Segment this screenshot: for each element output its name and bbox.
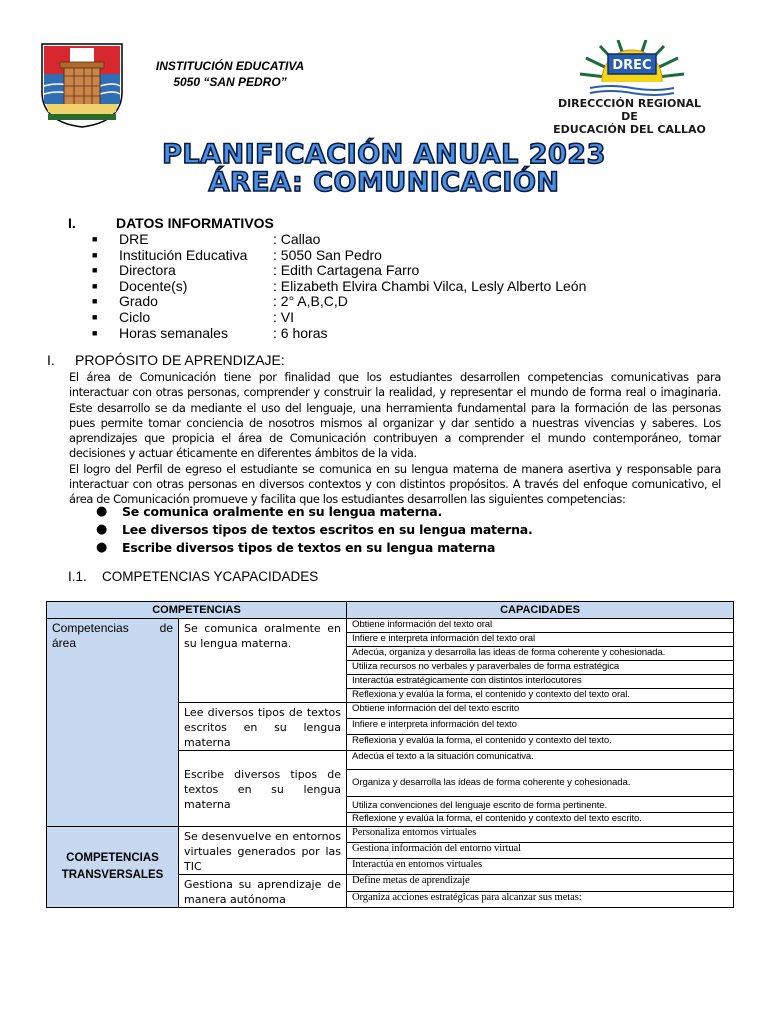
section-title: DATOS INFORMATIVOS xyxy=(116,215,274,231)
paragraph: El logro del Perfil de egreso el estudiante se comunica en su lengua materna de manera asertiva y responsable para interactuar con otras personas en diversos contextos y con distintos propósitos. A través del enfoque comunicativo, el área de Comunicación promueve y facilita que los estudiantes desarrollen las siguientes competencias: xyxy=(69,461,721,507)
section-number: I. xyxy=(68,215,76,231)
datos-value: : 5050 San Pedro xyxy=(273,246,382,263)
area-label-word: de xyxy=(159,621,173,635)
section-title: COMPETENCIAS YCAPACIDADES xyxy=(102,569,319,584)
capacity-cell: Personaliza entornos virtuales xyxy=(347,827,734,843)
capacity-cell: Organiza acciones estratégicas para alcanzar sus metas: xyxy=(347,891,734,908)
datos-label: Institución Educativa xyxy=(119,246,248,263)
capacity-cell: Infiere e interpreta información del texto xyxy=(347,719,734,735)
competencies-list xyxy=(96,503,533,557)
datos-label: Directora xyxy=(119,262,176,279)
list-item-text: Lee diversos tipos de textos escritos en su lengua materna. xyxy=(122,522,533,537)
area-competencias-cell xyxy=(47,619,179,827)
datos-value: : 2° A,B,C,D xyxy=(273,293,348,310)
document-subtitle: ÁREA: COMUNICACIÓN xyxy=(208,167,560,198)
drec-badge: DREC xyxy=(612,58,652,73)
transversal-label-line: TRANSVERSALES xyxy=(61,869,164,881)
section-competencias-heading xyxy=(68,569,318,584)
header-capacidades: CAPACIDADES xyxy=(347,602,734,619)
competency-cell: Se desenvuelve en entornos virtuales generados por las TIC xyxy=(179,827,347,875)
section-datos-heading xyxy=(68,215,274,231)
capacity-cell: Adecúa el texto a la situación comunicativa. xyxy=(347,751,734,770)
capacity-cell: Organiza y desarrolla las ideas de forma coherente y cohesionada. xyxy=(347,770,734,797)
datos-label: DRE xyxy=(119,231,149,247)
area-label-word: Competencias xyxy=(52,621,129,635)
drec-name xyxy=(552,97,707,136)
square-bullet-icon: ■ xyxy=(92,296,98,307)
bullet-icon: ● xyxy=(96,540,108,555)
capacity-cell: Define metas de aprendizaje xyxy=(347,875,734,892)
square-bullet-icon: ■ xyxy=(92,280,98,291)
area-label-word: área xyxy=(52,636,77,650)
datos-value: : Elizabeth Elvira Chambi Vilca, Lesly Alberto León xyxy=(273,277,587,294)
table-row xyxy=(47,619,734,633)
capacity-cell: Reflexione y evalúa la forma, el contenido y contexto del texto escrito. xyxy=(347,813,734,827)
datos-row xyxy=(92,326,586,342)
paragraph: El área de Comunicación tiene por finalidad que los estudiantes desarrollen competencias comunicativas para interactuar con otras personas, comprender y construir la realidad, y representar el mundo de forma real o imaginaria. Este desarrollo se da mediante el uso del lenguaje, una herramienta fundamental para la formación de las personas pues permite tomar conciencia de nosotros mismos al organizar y dar sentido a nuestras vivencias y saberes. Los aprendizajes que propicia el área de Comunicación contribuyen a comprender el mundo contemporáneo, tomar decisiones y actuar éticamente en diferentes ámbitos de la vida. xyxy=(69,370,721,461)
list-item-text: Se comunica oralmente en su lengua materna. xyxy=(122,504,443,519)
square-bullet-icon: ■ xyxy=(92,265,98,276)
document-title: PLANIFICACIÓN ANUAL 2023 xyxy=(162,139,606,170)
header-competencias: COMPETENCIAS xyxy=(47,602,347,619)
datos-value: : Edith Cartagena Farro xyxy=(273,262,420,279)
datos-label: Ciclo xyxy=(119,308,151,325)
section-proposito-heading xyxy=(47,352,285,368)
datos-row xyxy=(92,279,586,295)
datos-row xyxy=(92,310,586,326)
list-item xyxy=(96,503,533,521)
square-bullet-icon: ■ xyxy=(92,311,98,322)
school-crest-logo xyxy=(38,42,126,128)
drec-line-2: EDUCACIÓN DEL CALLAO xyxy=(553,123,706,136)
bullet-icon: ● xyxy=(96,522,108,537)
section-number: I. xyxy=(47,352,55,368)
datos-value: : VI xyxy=(273,308,295,325)
capacity-cell: Interactúa en entornos virtuales xyxy=(347,859,734,875)
capacity-cell: Obtiene información del texto oral xyxy=(347,619,734,633)
datos-row xyxy=(92,248,586,264)
datos-row xyxy=(92,294,586,310)
capacity-cell: Reflexiona y evalúa la forma, el contenido y contexto del texto oral. xyxy=(347,689,734,703)
datos-list xyxy=(92,232,586,341)
section-number: I.1. xyxy=(68,569,87,584)
capacity-cell: Gestiona información del entorno virtual xyxy=(347,843,734,859)
square-bullet-icon: ■ xyxy=(92,234,98,244)
competency-cell: Escribe diversos tipos de textos en su lengua materna xyxy=(179,751,347,827)
capacity-cell: Utiliza recursos no verbales y paraverbales de forma estratégica xyxy=(347,661,734,675)
institution-line-2: 5050 “SAN PEDRO” xyxy=(173,75,287,89)
drec-line-1: DIRECCCIÓN REGIONAL DE xyxy=(557,97,702,123)
list-item xyxy=(96,539,533,557)
datos-row xyxy=(92,263,586,279)
institution-line-1: INSTITUCIÓN EDUCATIVA xyxy=(155,59,305,73)
transversal-label-line: COMPETENCIAS xyxy=(66,852,159,864)
competency-cell: Gestiona su aprendizaje de manera autónoma xyxy=(179,875,347,908)
capacity-cell: Interactúa estratégicamente con distintos interlocutores xyxy=(347,675,734,689)
section-title: PROPÓSITO DE APRENDIZAJE: xyxy=(75,352,285,368)
capacity-cell: Reflexiona y evalúa la forma, el contenido y contexto del texto. xyxy=(347,735,734,751)
competencias-table xyxy=(46,601,734,908)
capacity-cell: Utiliza convenciones del lenguaje escrito de forma pertinente. xyxy=(347,797,734,813)
datos-value: : Callao xyxy=(273,231,321,247)
square-bullet-icon: ■ xyxy=(92,249,98,260)
competency-cell: Lee diversos tipos de textos escritos en su lengua materna xyxy=(179,703,347,751)
datos-label: Horas semanales xyxy=(119,324,228,341)
datos-value: : 6 horas xyxy=(273,324,328,341)
table-header-row xyxy=(47,602,734,619)
table-row xyxy=(47,827,734,843)
list-item xyxy=(96,521,533,539)
proposito-text xyxy=(69,370,721,508)
datos-row xyxy=(92,232,586,248)
datos-label: Docente(s) xyxy=(119,277,188,294)
capacity-cell: Obtiene información del del texto escrito xyxy=(347,703,734,719)
competency-cell: Se comunica oralmente en su lengua materna. xyxy=(179,619,347,703)
transversal-label-cell xyxy=(47,827,179,908)
bullet-icon: ● xyxy=(96,504,108,519)
datos-label: Grado xyxy=(119,293,158,310)
capacity-cell: Adecúa, organiza y desarrolla las ideas de forma coherente y cohesionada. xyxy=(347,647,734,661)
list-item-text: Escribe diversos tipos de textos en su lengua materna xyxy=(122,540,496,555)
square-bullet-icon: ■ xyxy=(92,327,98,338)
institution-name xyxy=(130,58,330,90)
capacity-cell: Infiere e interpreta información del texto oral xyxy=(347,633,734,647)
